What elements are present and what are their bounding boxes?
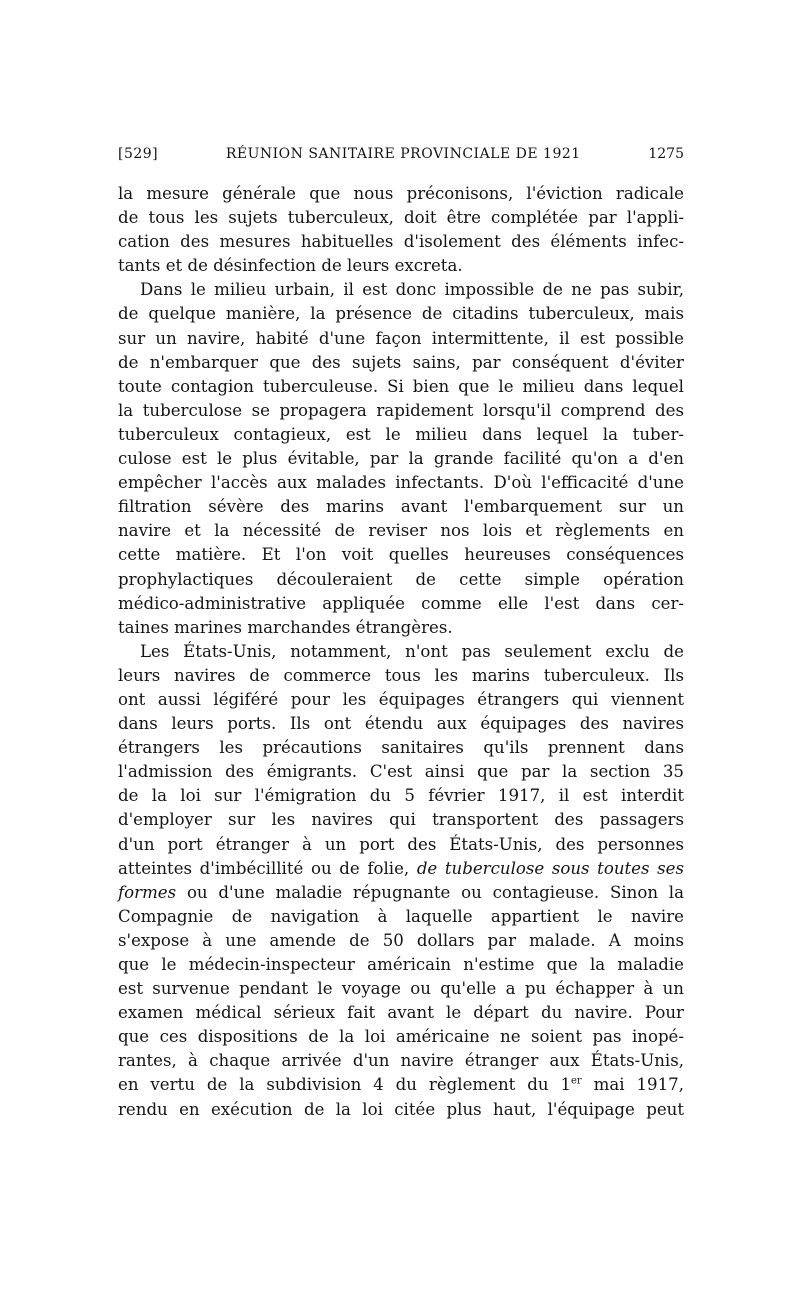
text-line: Les États-Unis, notamment, n'ont pas seulement exclu de: [140, 641, 684, 661]
paragraph-3: [118, 640, 684, 1122]
text-line: rendu en exécution de la loi citée plus haut, l'équipage peut: [118, 1099, 684, 1119]
paragraph-1: [118, 182, 684, 278]
text-line: s'expose à une amende de 50 dollars par malade. A moins: [118, 930, 684, 950]
text-line: toute contagion tuberculeuse. Si bien que le milieu dans lequel: [118, 376, 684, 396]
text-line: de n'embarquer que des sujets sains, par conséquent d'éviter: [118, 352, 684, 372]
text-line: étrangers les précautions sanitaires qu'ils prennent dans: [118, 738, 684, 758]
running-header: [118, 146, 684, 162]
text-line: d'un port étranger à un port des États-Unis, des personnes: [118, 834, 684, 854]
text-line: tuberculeux contagieux, est le milieu dans lequel la tuber-: [118, 424, 684, 444]
text-segment: mai 1917,: [581, 1075, 685, 1095]
text-line: filtration sévère des marins avant l'embarquement sur un: [118, 497, 684, 517]
text-line: examen médical sérieux fait avant le départ du navire. Pour: [118, 1003, 684, 1023]
text-line: dans leurs ports. Ils ont étendu aux équipages des navires: [118, 714, 684, 734]
running-title: RÉUNION SANITAIRE PROVINCIALE DE 1921: [225, 146, 581, 162]
paragraph-2: [118, 278, 684, 639]
text-line: que le médecin-inspecteur américain n'estime que la maladie: [118, 955, 684, 974]
text-line: Dans le milieu urbain, il est donc impossible de ne pas subir,: [140, 280, 684, 300]
text-segment: en vertu de la subdivision 4 du règlement du 1: [118, 1075, 572, 1095]
text-line: de tous les sujets tuberculeux, doit être complétée par l'appli-: [118, 208, 684, 228]
text-segment: ou d'une maladie répugnante ou contagieuse. Sinon la: [186, 882, 684, 902]
text-line: la mesure générale que nous préconisons, l'éviction radicale: [118, 184, 684, 203]
left-bracket-number: [529]: [118, 146, 159, 162]
text-line: de la loi sur l'émigration du 5 février 1917, il est interdit: [118, 786, 684, 806]
text-line: est survenue pendant le voyage ou qu'elle a pu échapper à un: [118, 979, 684, 999]
text-line: que ces dispositions de la loi américaine ne soient pas inopé-: [118, 1027, 684, 1047]
document-page: [118, 146, 684, 1122]
text-line: leurs navires de commerce tous les marins tuberculeux. Ils: [118, 665, 684, 685]
text-line: d'employer sur les navires qui transportent des passagers: [118, 810, 684, 830]
italic-phrase-start: de tuberculose sous toutes ses: [416, 858, 684, 878]
text-line: [118, 1073, 684, 1097]
text-line: ont aussi légiféré pour les équipages étrangers qui viennent: [118, 689, 684, 709]
text-line: taines marines marchandes étrangères.: [118, 617, 453, 637]
text-line: cation des mesures habituelles d'isolement des éléments infec-: [118, 232, 684, 252]
text-line: de quelque manière, la présence de citadins tuberculeux, mais: [118, 304, 684, 324]
text-line: empêcher l'accès aux malades infectants. D'où l'efficacité d'une: [118, 473, 684, 493]
superscript: er: [571, 1075, 582, 1087]
text-line: [118, 857, 684, 881]
text-line: l'admission des émigrants. C'est ainsi que par la section 35: [118, 762, 684, 782]
page-number: 1275: [648, 146, 684, 162]
text-line: médico-administrative appliquée comme elle l'est dans cer-: [118, 593, 684, 613]
text-line: navire et la nécessité de reviser nos lois et règlements en: [118, 521, 684, 541]
text-line: culose est le plus évitable, par la grande facilité qu'on a d'en: [118, 449, 684, 469]
text-line: prophylactiques découleraient de cette simple opération: [118, 569, 684, 589]
text-line: tants et de désinfection de leurs excreta.: [118, 256, 463, 276]
italic-phrase-end: formes: [118, 882, 177, 902]
text-line: cette matière. Et l'on voit quelles heureuses conséquences: [118, 545, 684, 565]
text-segment: atteintes d'imbécillité ou de folie,: [118, 858, 410, 878]
text-line: la tuberculose se propagera rapidement lorsqu'il comprend des: [118, 400, 684, 420]
text-line: sur un navire, habité d'une façon intermittente, il est possible: [118, 328, 684, 348]
text-line: [118, 881, 684, 905]
text-line: Compagnie de navigation à laquelle appartient le navire: [118, 906, 684, 926]
body-text: [118, 182, 684, 1122]
text-line: rantes, à chaque arrivée d'un navire étranger aux États-Unis,: [118, 1051, 684, 1071]
